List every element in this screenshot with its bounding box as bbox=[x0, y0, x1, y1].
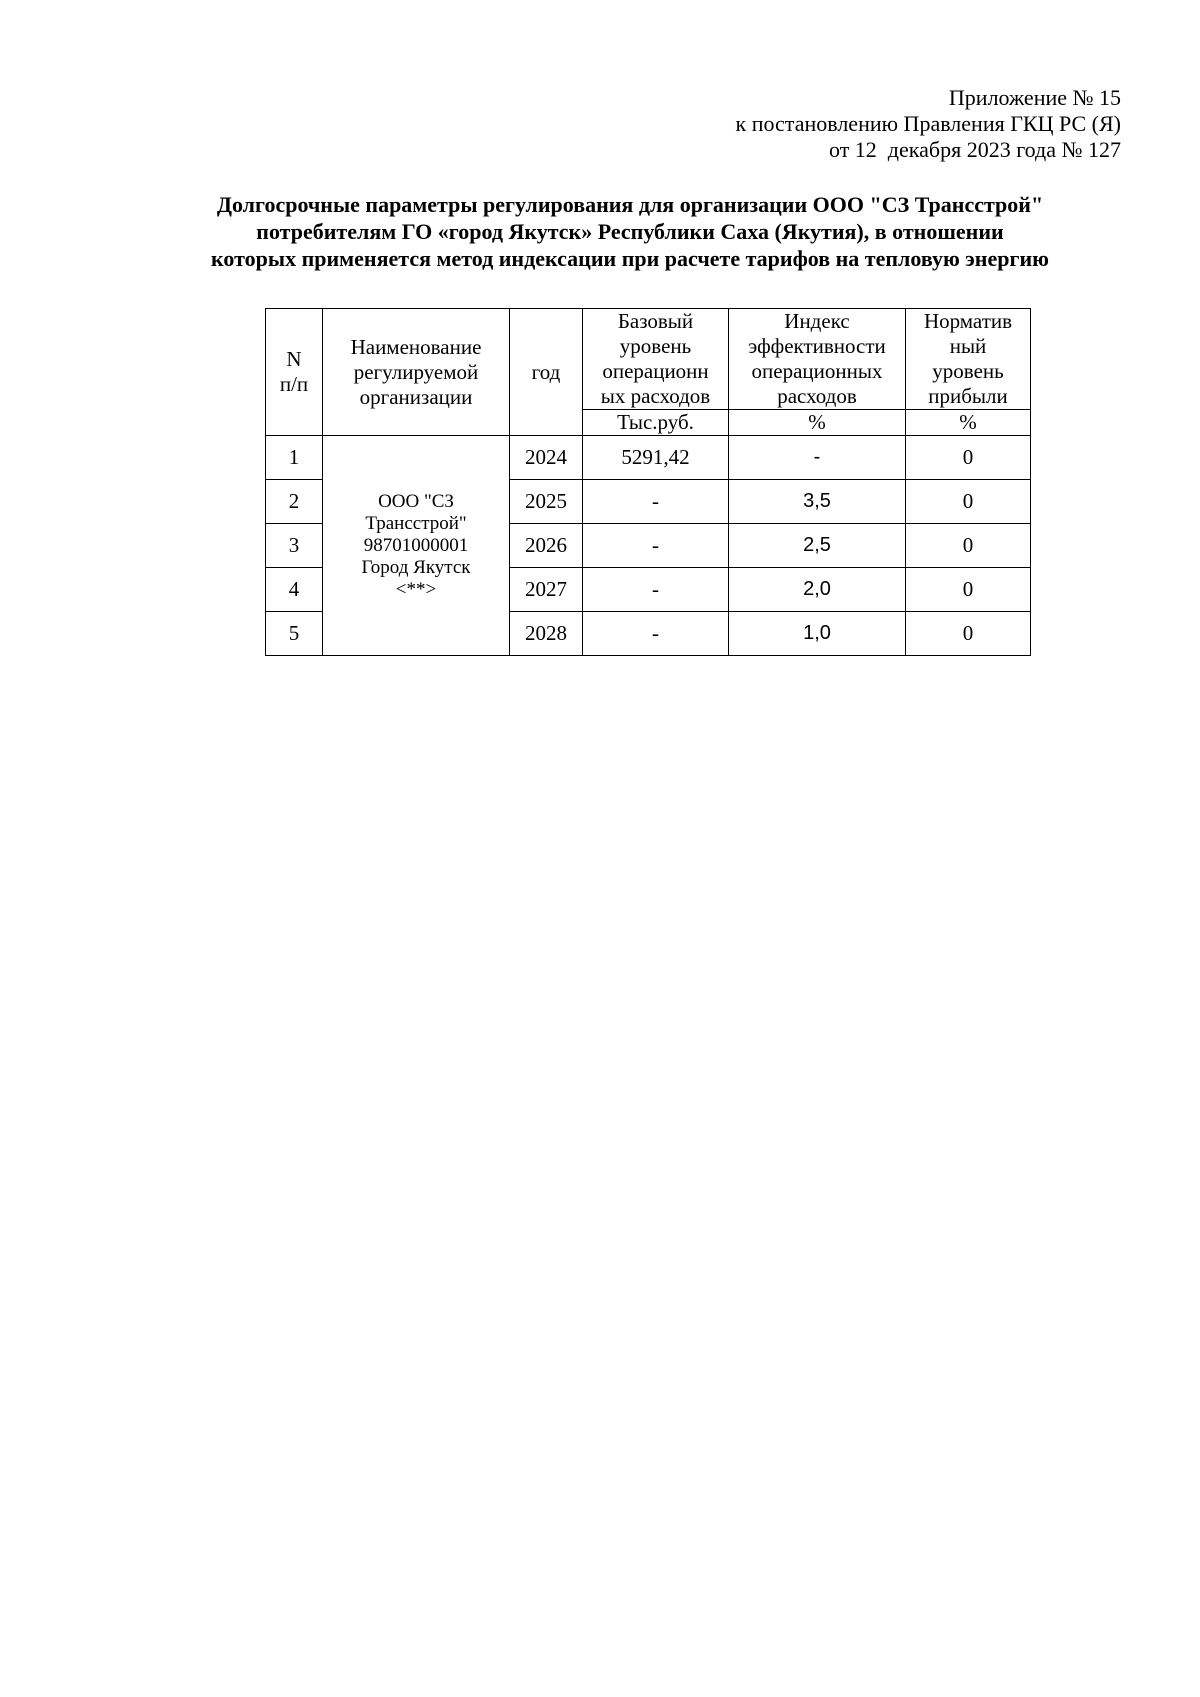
cell-base-level: - bbox=[583, 480, 729, 524]
appendix-resolution: к постановлению Правления ГКЦ РС (Я) bbox=[735, 111, 1121, 136]
table-row bbox=[266, 436, 1031, 480]
unit-index: % bbox=[729, 410, 906, 436]
appendix-reference bbox=[736, 85, 1121, 163]
title-line: Долгосрочные параметры регулирования для организации ООО "СЗ Трансстрой" bbox=[216, 192, 1044, 217]
cell-number: 4 bbox=[266, 568, 323, 612]
unit-norm: % bbox=[906, 410, 1031, 436]
header-base-level: Базовый уровень операционн ых расходов bbox=[583, 309, 729, 410]
cell-number: 3 bbox=[266, 524, 323, 568]
cell-profit-norm: 0 bbox=[906, 436, 1031, 480]
cell-profit-norm: 0 bbox=[906, 568, 1031, 612]
header-organization: Наименование регулируемой организации bbox=[323, 309, 510, 436]
parameters-table bbox=[265, 308, 1031, 656]
cell-base-level: - bbox=[583, 524, 729, 568]
header-number: N п/п bbox=[266, 309, 323, 436]
cell-base-level: 5291,42 bbox=[583, 436, 729, 480]
cell-year: 2024 bbox=[510, 436, 583, 480]
cell-profit-norm: 0 bbox=[906, 524, 1031, 568]
title-line: потребителям ГО «город Якутск» Республики Саха (Якутия), в отношении bbox=[256, 219, 1004, 244]
cell-year: 2025 bbox=[510, 480, 583, 524]
header-year: год bbox=[510, 309, 583, 436]
cell-base-level: - bbox=[583, 612, 729, 656]
cell-efficiency-index: 3,5 bbox=[729, 480, 906, 524]
cell-number: 2 bbox=[266, 480, 323, 524]
cell-efficiency-index: 2,5 bbox=[729, 524, 906, 568]
cell-number: 5 bbox=[266, 612, 323, 656]
cell-base-level: - bbox=[583, 568, 729, 612]
title-line: которых применяется метод индексации при расчете тарифов на тепловую энергию bbox=[211, 246, 1049, 271]
cell-profit-norm: 0 bbox=[906, 612, 1031, 656]
appendix-number: Приложение № 15 bbox=[948, 85, 1121, 110]
document-title bbox=[150, 191, 1110, 272]
appendix-date: от 12 декабря 2023 года № 127 bbox=[828, 137, 1121, 162]
unit-base: Тыс.руб. bbox=[583, 410, 729, 436]
cell-efficiency-index: - bbox=[729, 436, 906, 480]
organization-cell: ООО "СЗ Трансстрой" 98701000001 Город Якутск <**> bbox=[323, 436, 510, 656]
cell-year: 2027 bbox=[510, 568, 583, 612]
cell-number: 1 bbox=[266, 436, 323, 480]
header-profit-norm: Норматив ный уровень прибыли bbox=[906, 309, 1031, 410]
header-efficiency-index: Индекс эффективности операционных расходов bbox=[729, 309, 906, 410]
cell-year: 2028 bbox=[510, 612, 583, 656]
cell-profit-norm: 0 bbox=[906, 480, 1031, 524]
cell-efficiency-index: 1,0 bbox=[729, 612, 906, 656]
cell-year: 2026 bbox=[510, 524, 583, 568]
table-header-row bbox=[266, 309, 1031, 410]
cell-efficiency-index: 2,0 bbox=[729, 568, 906, 612]
